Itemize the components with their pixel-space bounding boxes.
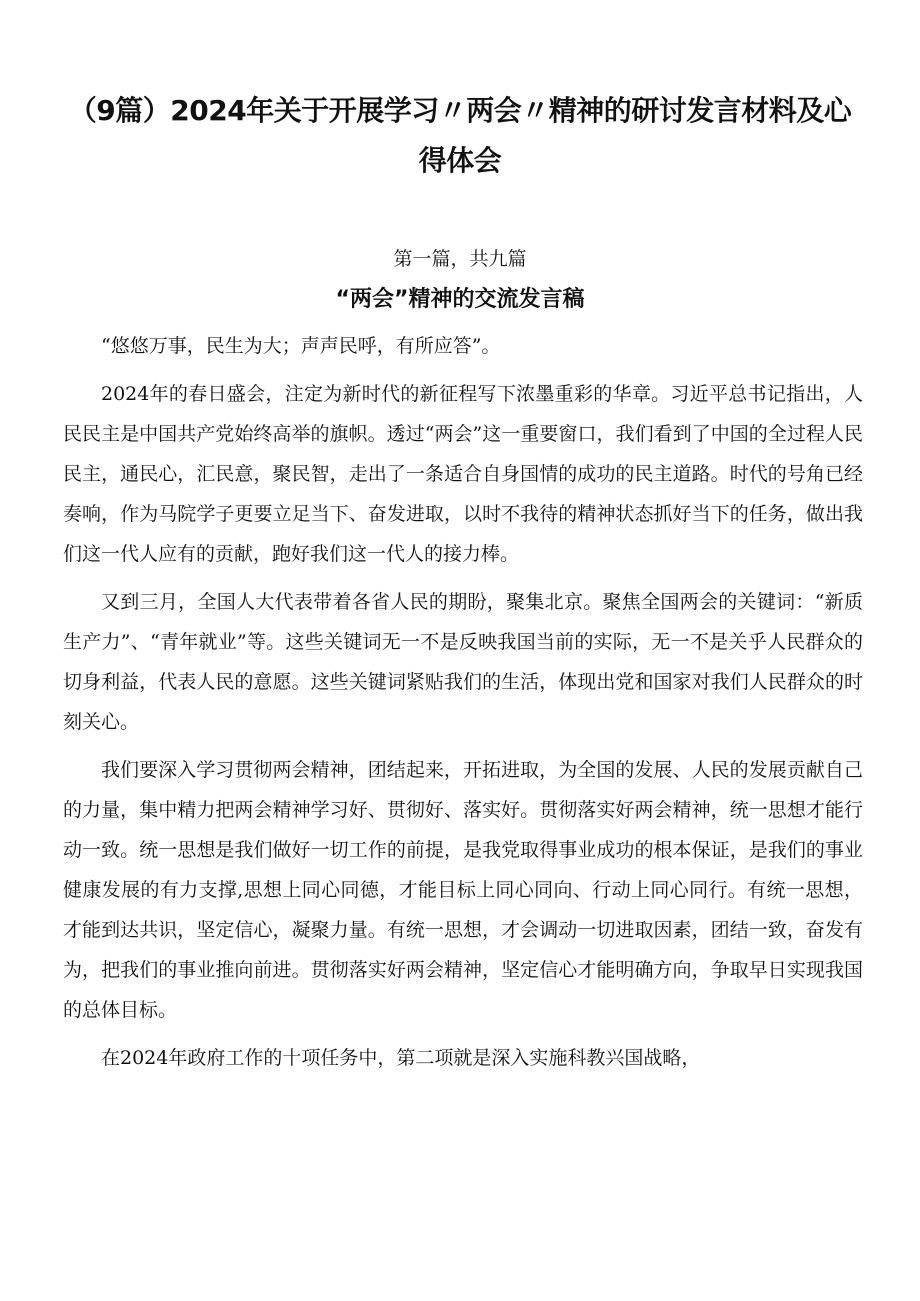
- section-label: 第一篇，共九篇: [393, 248, 527, 270]
- body-paragraph: 又到三月，全国人大代表带着各省人民的期盼，聚集北京。聚焦全国两会的关键词：“新质生产力”、“青年就业”等。这些关键词无一不是反映我国当前的实际，无一不是关乎人民群众的切身利益，代表人民的意愿。这些关键词紧贴我们的生活，体现出党和国家对我们人民群众的时刻关心。: [63, 591, 863, 733]
- body-paragraph: “悠悠万事，民生为大；声声民呼，有所应答”。: [101, 335, 501, 357]
- body-paragraph: 2024年的春日盛会，注定为新时代的新征程写下浓墨重彩的华章。习近平总书记指出，人民民主是中国共产党始终高举的旗帜。透过“两会”这一重要窗口，我们看到了中国的全过程人民民主，通民心，汇民意，聚民智，走出了一条适合自身国情的成功的民主道路。时代的号角已经奏响，作为马院学子更要立足当下、奋发进取，以时不我待的精神状态抓好当下的任务，做出我们这一代人应有的贡献，跑好我们这一代人的接力棒。: [63, 383, 863, 565]
- document-body: [63, 326, 863, 1078]
- body-paragraph: 在2024年政府工作的十项任务中，第二项就是深入实施科教兴国战略，: [101, 1047, 701, 1069]
- section-heading: “两会”精神的交流发言稿: [335, 287, 585, 312]
- body-paragraph: 我们要深入学习贯彻两会精神，团结起来，开拓进取，为全国的发展、人民的发展贡献自己的力量，集中精力把两会精神学习好、贯彻好、落实好。贯彻落实好两会精神，统一思想才能行动一致。统一思想是我们做好一切工作的前提，是我党取得事业成功的根本保证，是我们的事业健康发展的有力支撑,思想上同心同德，才能目标上同心同向、行动上同心同行。有统一思想，才能到达共识，坚定信心，凝聚力量。有统一思想，才会调动一切进取因素，团结一致，奋发有为，把我们的事业推向前进。贯彻落实好两会精神，坚定信心才能明确方向，争取早日实现我国的总体目标。: [63, 759, 863, 1021]
- document-title: （9篇）2024年关于开展学习〃两会〃精神的研讨发言材料及心得体会: [68, 94, 852, 177]
